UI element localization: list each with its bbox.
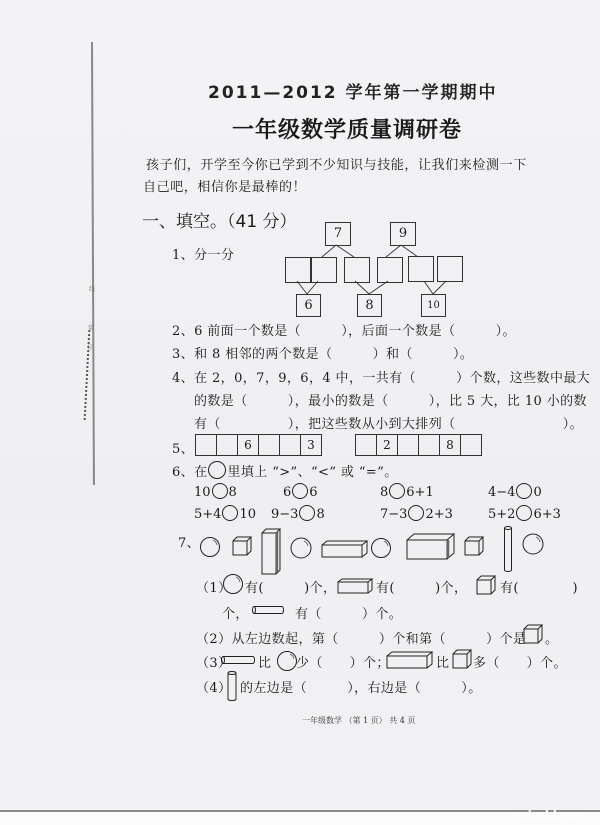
left-operand: 5+2 [488, 507, 516, 522]
cube-icon [477, 576, 495, 594]
sub-question-number: （1） [196, 581, 232, 596]
scan-background [0, 812, 600, 825]
number-box: 9 [390, 222, 416, 246]
sequence-cell: 2 [377, 435, 398, 455]
sequence-cell[interactable] [419, 435, 440, 455]
sphere-icon [372, 539, 391, 558]
comparison-item [194, 483, 237, 500]
left-operand: 4−4 [488, 485, 516, 500]
cylinder-icon [228, 672, 236, 701]
answer-circle[interactable] [299, 505, 315, 521]
answer-box[interactable] [377, 257, 403, 283]
q7-sub3-text: 少（ ）个； [296, 656, 390, 671]
q7-sub2-end: 。 [545, 632, 559, 647]
right-operand: 6+1 [406, 485, 434, 500]
answer-box[interactable] [285, 257, 311, 283]
right-operand: 6+3 [533, 507, 561, 522]
q1-label: 1、分一分 [172, 248, 235, 263]
q7-sub4-text: 的左边是（ ），右边是（ ）。 [240, 681, 482, 696]
answer-circle[interactable] [389, 483, 405, 499]
q4-line-2: 的数是（ ），最小的数是（ ），比 5 大，比 10 小的数 [194, 394, 587, 409]
cube-icon [233, 537, 251, 555]
q7-sub4-number: （4） [196, 681, 232, 696]
big-cuboid-icon [407, 534, 454, 559]
comparison-item [380, 483, 434, 500]
intro-line-2: 自己吧，相信你是最棒的！ [143, 180, 307, 195]
q2-text: 2、6 前面一个数是（ ），后面一个数是（ ）。 [172, 324, 516, 339]
sequence-cell[interactable] [280, 435, 301, 455]
sequence-cell: 3 [307, 438, 315, 452]
q7-sub3-number: （3） [196, 656, 232, 671]
cube-icon [453, 650, 471, 668]
sequence-cell[interactable] [398, 435, 419, 455]
cube-icon [465, 537, 483, 555]
right-operand: 10 [239, 507, 256, 522]
comparison-item [488, 483, 542, 500]
binding-label: 线 [89, 286, 96, 293]
sequence-cell[interactable] [217, 435, 238, 455]
number-sequence-row-2 [355, 434, 482, 456]
q6-prompt-pre: 6、在 [172, 465, 208, 480]
q7-sub1-blank: 有( )个， [245, 581, 337, 596]
sequence-cell[interactable] [259, 435, 280, 455]
q5-label: 5、 [172, 442, 195, 457]
q7-sub1-line2: 个， [222, 607, 249, 622]
left-operand: 10 [194, 485, 211, 500]
sequence-cell[interactable] [356, 435, 377, 455]
cylinder-lying-icon [253, 607, 284, 614]
q7-sub3-text: 比 [258, 656, 272, 671]
answer-box[interactable] [344, 257, 370, 283]
exam-term-title: 2011—2012 学年第一学期期中 [208, 83, 498, 103]
comparison-item [283, 483, 318, 500]
q7-sub1-blank: 有（ ）个。 [295, 607, 403, 622]
flat-cuboid-icon [387, 652, 432, 668]
left-operand: 9−3 [271, 507, 299, 522]
sphere-icon [224, 575, 243, 594]
q7-sub1-blank: 有( )个， [376, 581, 468, 596]
binding-label: 装 [88, 325, 95, 332]
flat-cuboid-icon [338, 579, 372, 593]
sphere-icon [291, 538, 311, 558]
q7-sub1-blank: 有( ) [500, 581, 578, 596]
answer-box[interactable] [408, 256, 434, 282]
q3-text: 3、和 8 相邻的两个数是（ ）和（ ）。 [172, 347, 474, 362]
right-operand: 0 [533, 485, 542, 500]
page-footer: 一年级数学 （第 1 页） 共 4 页 [302, 716, 416, 725]
q4-line-1: 4、在 2，0，7，9，6，4 中，一共有（ ）个数，这些数中最大 [172, 371, 591, 386]
answer-circle[interactable] [516, 505, 532, 521]
answer-box[interactable] [437, 256, 463, 282]
q7-sub3-text: 多（ ）个。 [473, 656, 567, 671]
answer-circle[interactable] [222, 505, 238, 521]
watermark: edu.kk.cn [515, 808, 582, 822]
tall-cuboid-icon [262, 529, 280, 574]
q6-prompt [172, 461, 398, 480]
number-box: 7 [325, 222, 351, 246]
answer-circle[interactable] [516, 483, 532, 499]
left-operand: 6 [283, 485, 292, 500]
cylinder-icon [505, 527, 512, 572]
answer-box[interactable] [311, 257, 337, 283]
sequence-cell: 6 [238, 435, 259, 455]
sequence-cell: 8 [440, 435, 461, 455]
q7-sub3-text: 比 [436, 656, 450, 671]
q7-sub2: （2）从左边数起，第（ ）个和第（ ）个是 [196, 632, 527, 647]
flat-cuboid-icon [322, 541, 367, 557]
q7-label: 7、 [178, 536, 201, 551]
circle-icon [208, 461, 226, 479]
number-box: 10 [421, 294, 446, 317]
right-operand: 8 [228, 485, 237, 500]
section-heading: 一、填空。（41 分） [142, 212, 297, 232]
sequence-cell[interactable] [461, 435, 481, 455]
number-sequence-row-1 [195, 434, 322, 456]
left-operand: 8 [380, 485, 389, 500]
binding-label: 订 [87, 344, 94, 351]
number-box: 8 [357, 294, 382, 317]
answer-circle[interactable] [212, 483, 228, 499]
cylinder-lying-icon [222, 657, 255, 664]
intro-line-1: 孩子们，开学至今你已学到不少知识与技能，让我们来检测一下 [146, 158, 527, 173]
cube-icon [524, 625, 542, 643]
left-operand: 7−3 [380, 507, 408, 522]
sphere-icon [523, 534, 543, 554]
right-operand: 2+3 [425, 507, 453, 522]
answer-circle[interactable] [408, 505, 424, 521]
sequence-cell[interactable] [196, 435, 217, 455]
right-operand: 8 [316, 507, 325, 522]
left-operand: 5+4 [194, 507, 222, 522]
q4-line-3: 有（ ），把这些数从小到大排列（ ）。 [194, 417, 584, 432]
sphere-icon [201, 538, 220, 557]
answer-circle[interactable] [292, 483, 308, 499]
sphere-icon [278, 652, 297, 671]
q6-prompt-post: 里填上 “>”、“<” 或 “=”。 [227, 465, 398, 480]
number-box: 6 [296, 294, 321, 317]
exam-title: 一年级数学质量调研卷 [232, 118, 463, 143]
right-operand: 6 [309, 485, 318, 500]
